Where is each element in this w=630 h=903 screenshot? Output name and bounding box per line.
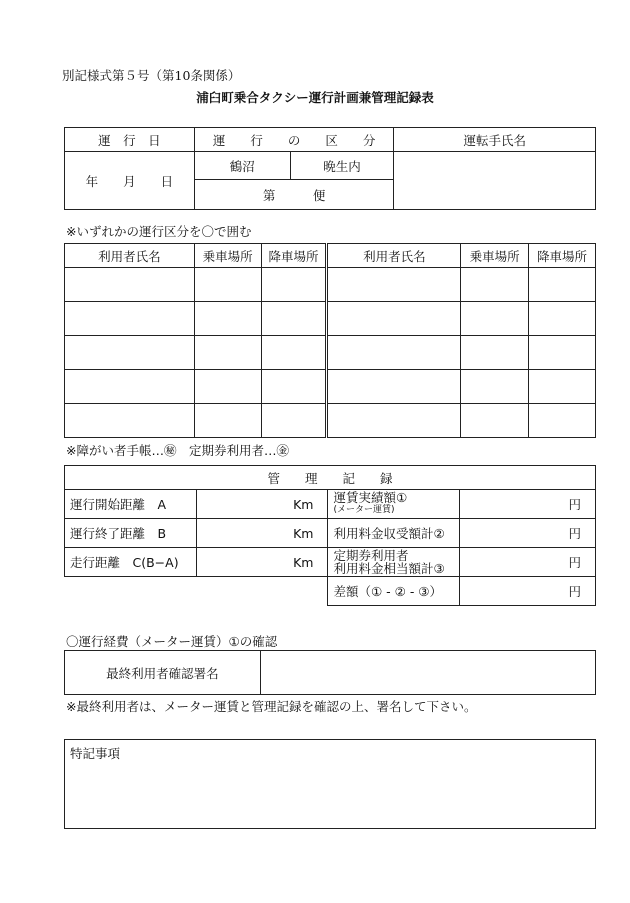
signature-table [64,650,596,695]
pass-amount-line1: 定期券利用者 [333,548,409,563]
rider-name-header: 利用者氏名 [65,244,195,268]
table-row [65,404,596,438]
remarks-box[interactable] [64,739,596,829]
signature-field[interactable] [260,651,595,695]
signature-note: ※最終利用者は、メーター運賃と管理記録を確認の上、署名して下さい。 [66,699,477,714]
boarding-cell[interactable] [194,268,261,302]
table-row [65,336,596,370]
boarding-cell[interactable] [461,268,529,302]
alighting-cell[interactable] [529,404,596,438]
fee-collected-label: 利用料金収受額計② [328,519,460,548]
rider-name-cell[interactable] [327,370,461,404]
operation-date-cell[interactable]: 年 月 日 [65,152,195,210]
fare-actual-label [328,490,460,519]
form-title: 浦臼町乗合タクシー運行計画兼管理記録表 [196,90,434,105]
boarding-cell[interactable] [461,370,529,404]
rider-name-cell[interactable] [65,370,195,404]
alighting-cell[interactable] [261,268,327,302]
alighting-cell[interactable] [529,336,596,370]
driver-name-header: 運転手氏名 [394,128,596,152]
boarding-cell[interactable] [461,404,529,438]
fare-actual-value[interactable]: 円 [460,490,596,519]
boarding-cell[interactable] [194,336,261,370]
management-table [64,465,596,606]
rider-name-cell[interactable] [65,302,195,336]
alighting-cell[interactable] [261,370,327,404]
boarding-cell[interactable] [194,370,261,404]
signature-label: 最終利用者確認署名 [65,651,261,695]
rider-name-header: 利用者氏名 [327,244,461,268]
rider-name-cell[interactable] [65,404,195,438]
rider-name-cell[interactable] [65,268,195,302]
alighting-cell[interactable] [261,302,327,336]
schedule-table [64,127,596,210]
difference-value[interactable]: 円 [460,577,596,606]
trip-number-cell[interactable]: 第 便 [194,180,394,210]
boarding-place-header: 乗車場所 [194,244,261,268]
boarding-place-header: 乗車場所 [461,244,529,268]
difference-label: 差額（① - ② - ③） [328,577,460,606]
confirm-heading: 〇運行経費（メーター運賃）①の確認 [66,634,278,649]
travel-distance-label: 走行距離 C(B−A) [65,548,197,577]
table-row [65,268,596,302]
alighting-cell[interactable] [261,404,327,438]
alighting-cell[interactable] [529,268,596,302]
riders-table [64,243,596,438]
end-distance-label: 運行終了距離 B [65,519,197,548]
category-note: ※いずれかの運行区分を〇で囲む [66,224,252,239]
travel-distance-value[interactable]: Km [196,548,328,577]
boarding-cell[interactable] [194,302,261,336]
alighting-cell[interactable] [529,370,596,404]
rider-name-cell[interactable] [327,268,461,302]
operation-category-header: 運 行 の 区 分 [194,128,394,152]
start-distance-value[interactable]: Km [196,490,328,519]
alighting-place-header: 降車場所 [261,244,327,268]
start-distance-label: 運行開始距離 A [65,490,197,519]
pass-amount-value[interactable]: 円 [460,548,596,577]
pass-note: ※障がい者手帳…㊙ 定期券利用者…㊎ [66,443,289,458]
boarding-cell[interactable] [461,336,529,370]
rider-name-cell[interactable] [327,336,461,370]
table-row [65,302,596,336]
boarding-cell[interactable] [194,404,261,438]
rider-name-cell[interactable] [327,404,461,438]
route-bansei[interactable]: 晩生内 [290,152,394,180]
alighting-cell[interactable] [529,302,596,336]
driver-name-cell[interactable] [394,152,596,210]
rider-name-cell[interactable] [65,336,195,370]
form-number: 別記様式第５号（第10条関係） [62,68,241,83]
remarks-label: 特記事項 [70,746,121,761]
end-distance-value[interactable]: Km [196,519,328,548]
alighting-cell[interactable] [261,336,327,370]
rider-name-cell[interactable] [327,302,461,336]
table-row [65,370,596,404]
alighting-place-header: 降車場所 [529,244,596,268]
fare-actual-note: (メーター運賃) [333,505,395,515]
management-title: 管 理 記 録 [65,466,596,490]
fee-collected-value[interactable]: 円 [460,519,596,548]
fare-actual-text: 運賃実績額① [333,490,408,505]
pass-amount-label [328,548,460,577]
route-tsurunuma[interactable]: 鶴沼 [194,152,290,180]
operation-date-header: 運 行 日 [65,128,195,152]
boarding-cell[interactable] [461,302,529,336]
pass-amount-line2: 利用料金相当額計③ [333,561,445,576]
